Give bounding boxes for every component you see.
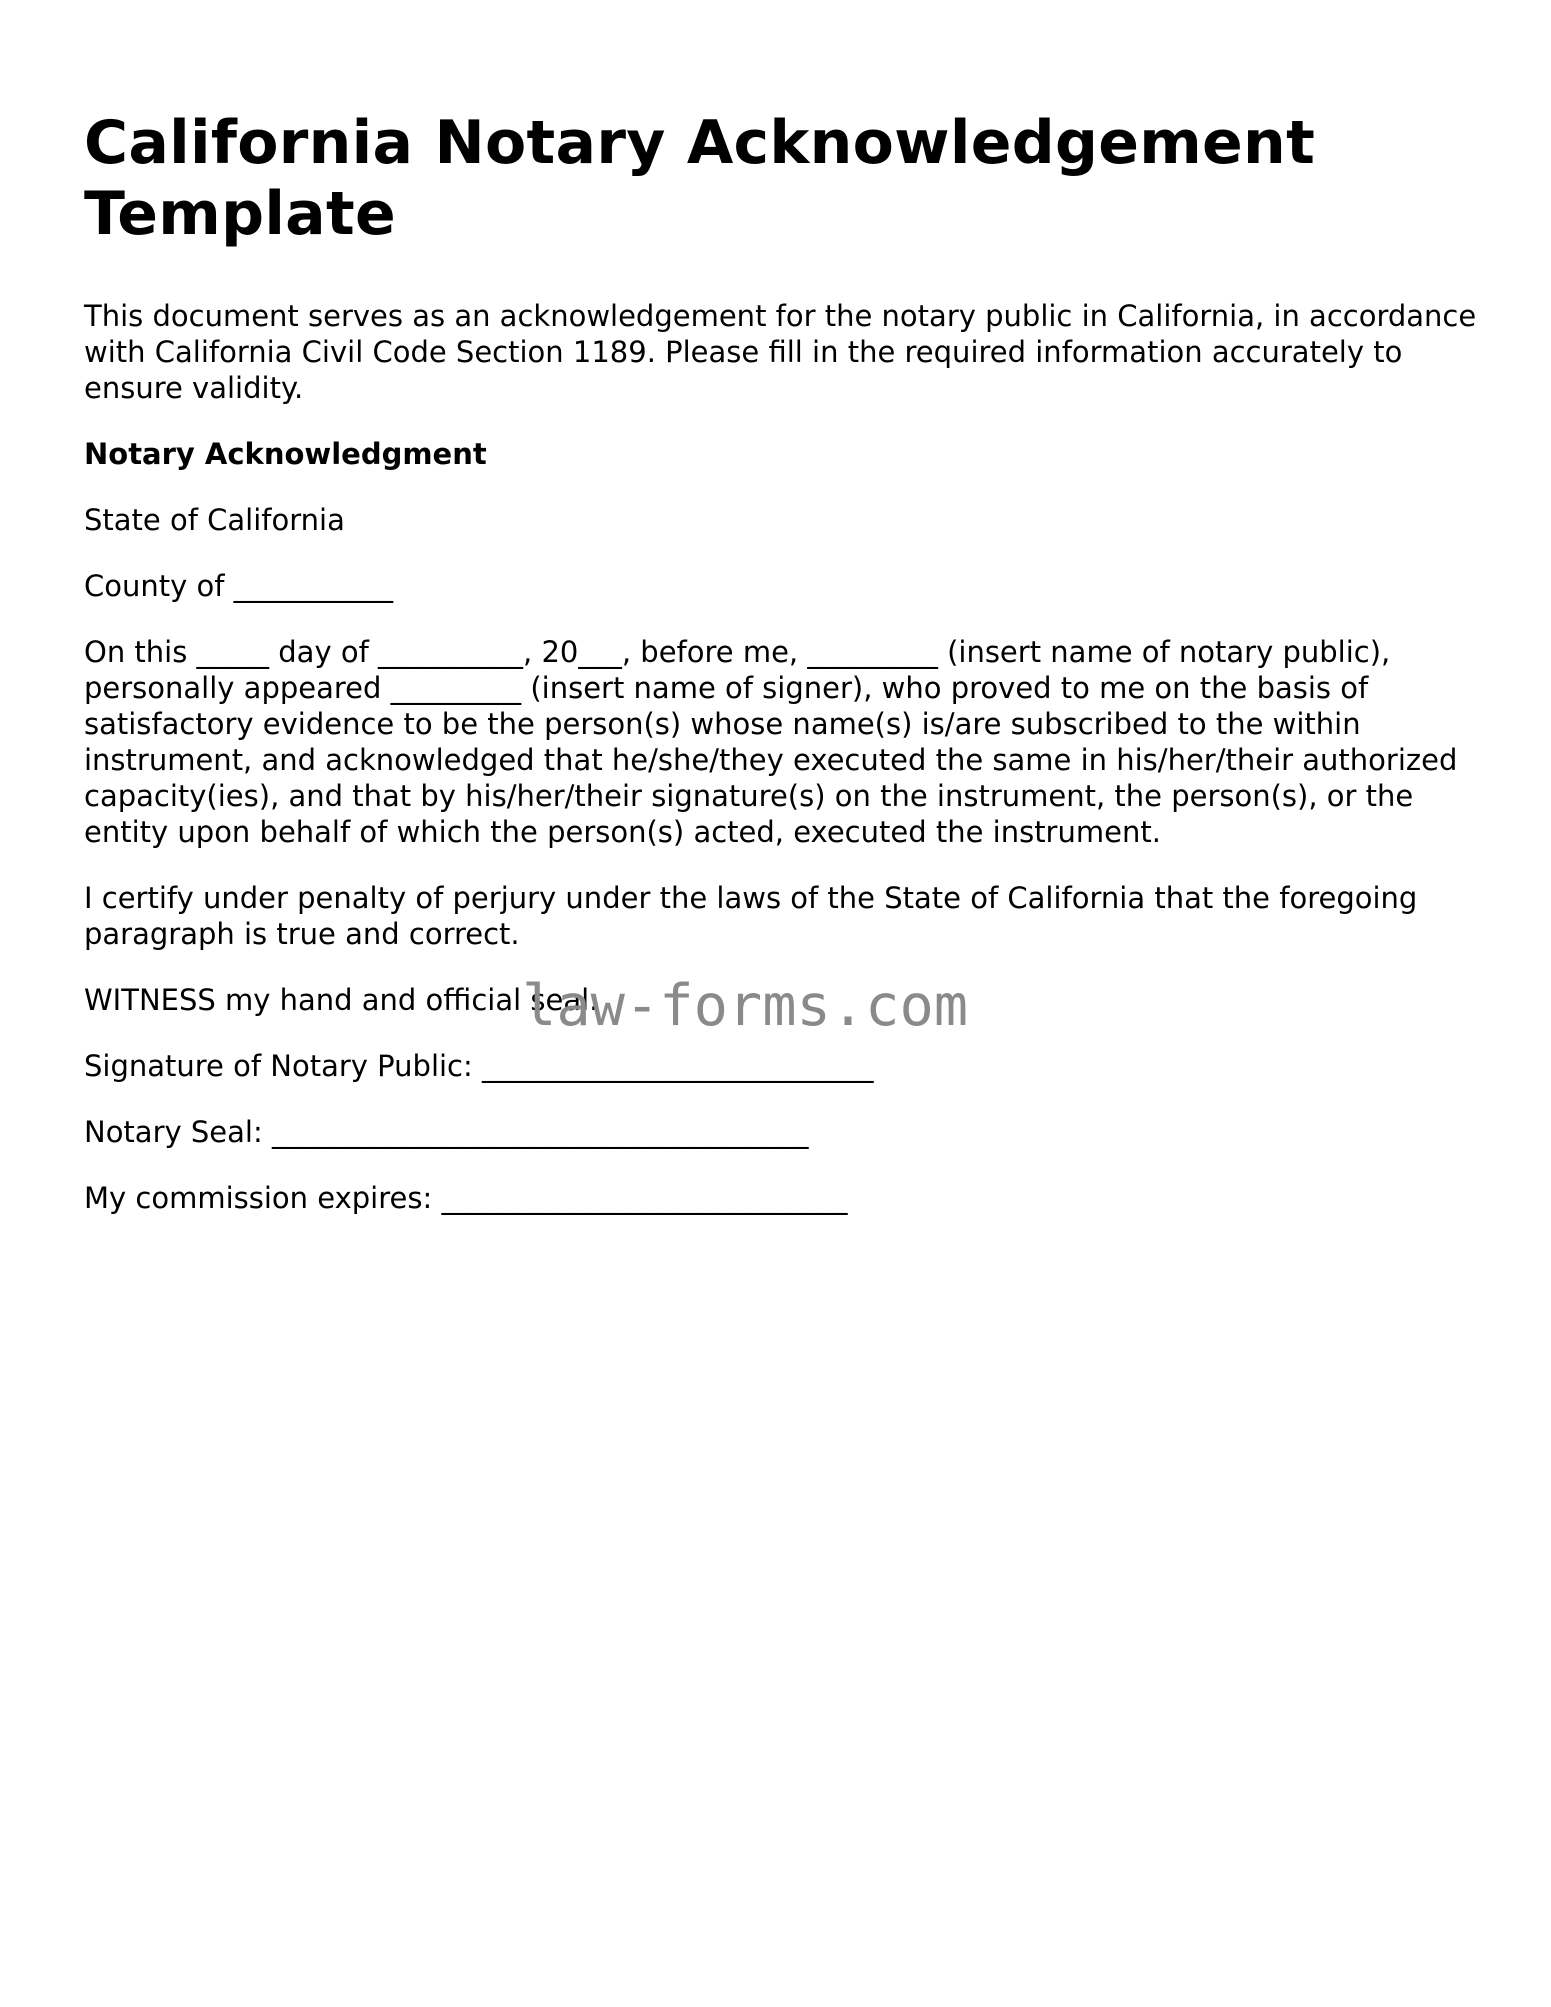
signature-line: Signature of Notary Public: ___________________________ bbox=[84, 1049, 874, 1083]
intro-paragraph: This document serves as an acknowledgement for the notary public in California, in accordance with California Civil Code Section 1189. Please fill in the required information accurately to ensure validity. bbox=[84, 299, 1477, 405]
county-line: County of ___________ bbox=[84, 569, 394, 603]
acknowledgment-paragraph: On this _____ day of __________, 20___, before me, _________ (insert name of notary public), personally appeared _________ (insert name of signer), who proved to me on the basis of satisfactory evidence to be the person(s) whose name(s) is/are subscribed to the within instrument, and acknowledged that he/she/they executed the same in his/her/their authorized capacity(ies), and that by his/her/their signature(s) on the instrument, the person(s), or the entity upon behalf of which the person(s) acted, executed the instrument. bbox=[84, 635, 1458, 849]
commission-line: My commission expires: ____________________________ bbox=[84, 1181, 848, 1215]
document-title: California Notary Acknowledgement Template bbox=[84, 108, 1316, 249]
witness-line: WITNESS my hand and official seal. bbox=[84, 983, 599, 1017]
seal-line: Notary Seal: _____________________________________ bbox=[84, 1115, 809, 1149]
document-body bbox=[84, 108, 1484, 1246]
certification-paragraph: I certify under penalty of perjury under the laws of the State of California that the foregoing paragraph is true and correct. bbox=[84, 881, 1418, 951]
state-line: State of California bbox=[84, 503, 345, 537]
section-heading: Notary Acknowledgment bbox=[84, 437, 487, 471]
watermark: law-forms.com bbox=[522, 973, 969, 1039]
